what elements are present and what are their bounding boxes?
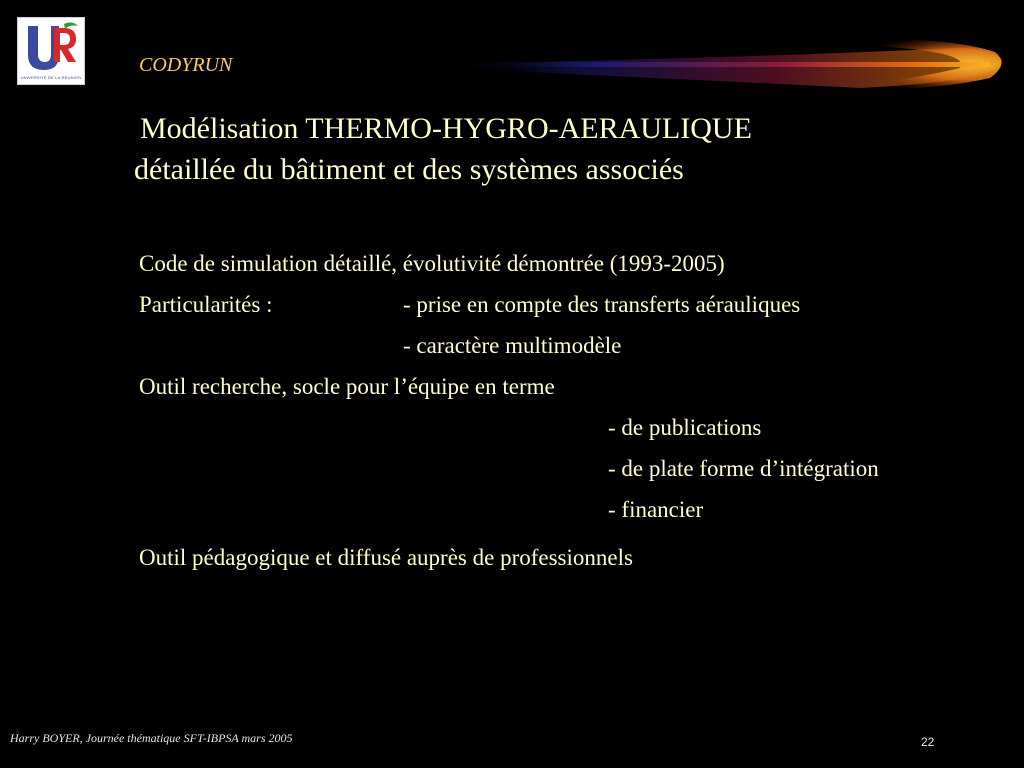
slide-title-line-1: Modélisation THERMO-HYGRO-AERAULIQUE <box>140 112 752 145</box>
content-item-outil-pedagogique: Outil pédagogique et diffusé auprès de professionnels <box>139 545 633 570</box>
comet-swoosh-decoration <box>440 30 1010 100</box>
sub-item-financier: - financier <box>608 497 704 522</box>
logo-caption: UNIVERSITÉ DE LA RÉUNION <box>20 75 82 80</box>
page-number: 22 <box>921 735 935 749</box>
content-item-simulation-code: Code de simulation détaillé, évolutivité démontrée (1993-2005) <box>139 251 725 276</box>
footer-author: Harry BOYER, Journée thématique SFT-IBPSA mars 2005 <box>10 731 293 745</box>
sub-item-plateforme: - de plate forme d’intégration <box>608 456 879 481</box>
particularites-item-2: - caractère multimodèle <box>403 333 622 358</box>
university-logo <box>17 17 85 85</box>
particularites-label: Particularités : <box>139 292 273 317</box>
particularites-item-1: - prise en compte des transferts aérauliques <box>403 292 801 317</box>
content-item-outil-recherche: Outil recherche, socle pour l’équipe en terme <box>139 374 555 399</box>
section-title: CODYRUN <box>139 54 233 76</box>
sub-item-publications: - de publications <box>608 415 762 440</box>
ur-logo-icon <box>18 18 84 76</box>
slide-title-line-2: détaillée du bâtiment et des systèmes associés <box>134 153 684 186</box>
